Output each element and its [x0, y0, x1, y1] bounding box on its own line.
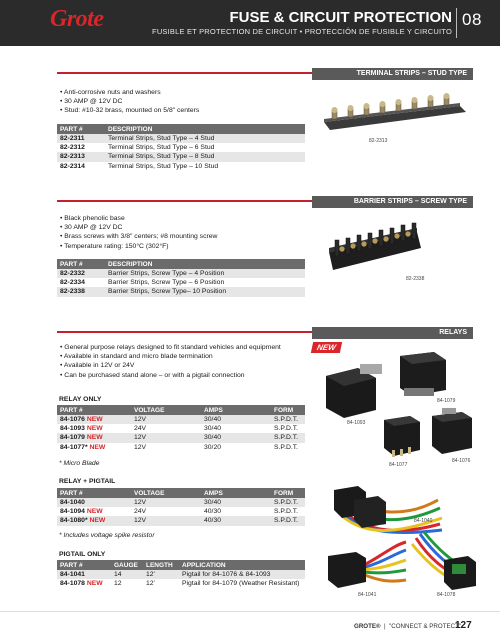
feature-item: • 30 AMP @ 12V DC — [60, 223, 217, 232]
table-header — [57, 488, 305, 498]
col-voltage: VOLTAGE — [131, 488, 201, 498]
description: Terminal Strips, Stud Type – 8 Stud — [105, 152, 305, 161]
pigtail-only-title: PIGTAIL ONLY — [59, 551, 106, 558]
voltage: 12V — [134, 443, 147, 451]
voltage: 24V — [134, 425, 147, 433]
relay-only-table — [57, 405, 305, 452]
relays-section-heading: RELAYS — [312, 327, 473, 339]
pigtail-84-1078-image — [410, 530, 478, 592]
col-form: FORM — [271, 405, 305, 415]
col-description: DESCRIPTION — [105, 124, 305, 134]
footer-brand: GROTE® | "CONNECT & PROTECT" — [354, 623, 462, 630]
col-application: APPLICATION — [179, 560, 305, 570]
caption-84-1076: 84-1076 — [452, 458, 471, 464]
feature-item: • 30 AMP @ 12V DC — [60, 97, 199, 106]
barrier-strip-image — [325, 218, 425, 276]
page-number: 127 — [455, 620, 472, 631]
barrier-image-caption: 82-2338 — [406, 276, 425, 282]
col-amps: AMPS — [201, 488, 271, 498]
caption-84-1093: 84-1093 — [347, 420, 366, 426]
col-form: FORM — [271, 488, 305, 498]
table-row — [57, 433, 305, 442]
part-number: 84-1080* NEW — [57, 516, 131, 525]
terminal-features — [60, 88, 199, 116]
part-number: 82-2332 — [57, 269, 105, 278]
table-header — [57, 560, 305, 570]
part-number: 84-1041 — [57, 570, 111, 579]
relay-84-1079-image — [390, 348, 450, 400]
barrier-features — [60, 214, 217, 251]
amps: 30/20 — [204, 443, 222, 451]
feature-item: • Anti-corrosive nuts and washers — [60, 88, 199, 97]
col-description: DESCRIPTION — [105, 259, 305, 269]
feature-item: • Temperature rating: 150°C (302°F) — [60, 242, 217, 251]
length: 12' — [143, 570, 179, 579]
new-badge: NEW — [311, 342, 342, 353]
feature-item: • Black phenolic base — [60, 214, 217, 223]
col-part: PART # — [57, 488, 131, 498]
table-row — [57, 415, 305, 424]
pigtail-84-1041-image — [322, 536, 408, 592]
part-number: 82-2314 — [60, 162, 85, 170]
table-row — [57, 507, 305, 516]
part-number: 82-2313 — [57, 152, 105, 161]
voltage: 24V — [134, 508, 147, 516]
barrier-section-heading: BARRIER STRIPS – SCREW TYPE — [312, 196, 473, 208]
voltage: 12V — [131, 516, 201, 525]
table-row — [57, 278, 305, 287]
description: Terminal Strips, Stud Type – 6 Stud — [108, 144, 215, 152]
feature-item: • Brass screws with 3/8" centers; #8 mounting screw — [60, 232, 217, 241]
table-row — [57, 424, 305, 433]
relay-84-1077-image — [378, 412, 424, 458]
terminal-image-caption: 82-2313 — [369, 138, 388, 144]
feature-item: • Stud: #10-32 brass, mounted on 5/8" centers — [60, 106, 199, 115]
relay-pigtail-note: * Includes voltage spike resistor — [59, 532, 155, 539]
footer-divider — [0, 611, 500, 612]
terminal-strip-image — [320, 92, 470, 140]
terminal-parts-table — [57, 124, 305, 171]
form: S.P.D.T. — [271, 415, 305, 424]
col-voltage: VOLTAGE — [131, 405, 201, 415]
col-part: PART # — [57, 124, 105, 134]
part-number: 84-1078 NEW — [60, 580, 103, 588]
table-header — [57, 259, 305, 269]
relay-84-1076-image — [424, 408, 476, 458]
feature-item: • Available in standard and micro blade termination — [60, 352, 281, 361]
amps: 30/40 — [204, 425, 222, 433]
description: Terminal Strips, Stud Type – 10 Stud — [108, 162, 219, 170]
feature-item: • General purpose relays designed to fit standard vehicles and equipment — [60, 343, 281, 352]
feature-item: • Can be purchased stand alone – or with a pigtail connection — [60, 371, 281, 380]
form: S.P.D.T. — [271, 516, 305, 525]
part-number: 84-1093 NEW — [60, 425, 103, 433]
amps: 40/30 — [201, 516, 271, 525]
barrier-parts-table — [57, 259, 305, 297]
col-part: PART # — [57, 259, 105, 269]
form: S.P.D.T. — [274, 425, 299, 433]
col-part: PART # — [57, 560, 111, 570]
page-subtitle: FUSIBLE ET PROTECTION DE CIRCUIT • PROTECCIÓN DE FUSIBLE Y CIRCUITO — [152, 27, 452, 36]
gauge: 12 — [114, 580, 122, 588]
section-number: 08 — [462, 10, 482, 29]
part-number: 84-1076 NEW — [57, 415, 131, 424]
caption-84-1077: 84-1077 — [389, 462, 408, 468]
voltage: 12V — [131, 415, 201, 424]
voltage: 12V — [131, 498, 201, 507]
table-row — [57, 443, 305, 452]
table-header — [57, 405, 305, 415]
part-number: 84-1094 NEW — [60, 508, 103, 516]
form: S.P.D.T. — [274, 508, 299, 516]
form: S.P.D.T. — [274, 443, 299, 451]
description: Terminal Strips, Stud Type – 4 Stud — [105, 134, 305, 143]
description: Barrier Strips, Screw Type – 4 Position — [105, 269, 305, 278]
table-row — [57, 269, 305, 278]
table-row — [57, 498, 305, 507]
relay-pigtail-title: RELAY + PIGTAIL — [59, 478, 116, 485]
terminal-section-heading: TERMINAL STRIPS – STUD TYPE — [312, 68, 473, 80]
part-number: 84-1040 — [57, 498, 131, 507]
table-row — [57, 579, 305, 588]
header-divider — [456, 8, 457, 38]
amps: 30/40 — [201, 433, 271, 442]
relays-features — [60, 343, 281, 380]
grote-logo: Grote — [50, 6, 104, 32]
pigtail-only-table — [57, 560, 305, 588]
page-title: FUSE & CIRCUIT PROTECTION — [229, 9, 452, 26]
voltage: 12V — [131, 433, 201, 442]
amps: 30/40 — [201, 498, 271, 507]
part-number: 82-2311 — [57, 134, 105, 143]
relay-pigtail-table — [57, 488, 305, 526]
form: S.P.D.T. — [271, 498, 305, 507]
part-number: 82-2312 — [60, 144, 85, 152]
feature-item: • Available in 12V or 24V — [60, 361, 281, 370]
caption-84-1040: 84-1040 — [414, 518, 433, 524]
table-row — [57, 134, 305, 143]
table-row — [57, 162, 305, 171]
application: Pigtail for 84-1079 (Weather Resistant) — [182, 580, 300, 588]
table-row — [57, 143, 305, 152]
col-length: LENGTH — [143, 560, 179, 570]
amps: 40/30 — [204, 508, 222, 516]
part-number: 84-1077* NEW — [60, 443, 106, 451]
form: S.P.D.T. — [271, 433, 305, 442]
table-row — [57, 152, 305, 161]
description: Barrier Strips, Screw Type – 6 Position — [108, 279, 225, 287]
col-amps: AMPS — [201, 405, 271, 415]
gauge: 14 — [111, 570, 143, 579]
table-row — [57, 570, 305, 579]
col-part: PART # — [57, 405, 131, 415]
table-row — [57, 287, 305, 296]
relay-only-title: RELAY ONLY — [59, 396, 102, 403]
caption-84-1041: 84-1041 — [358, 592, 377, 598]
length: 12' — [146, 580, 155, 588]
application: Pigtail for 84-1076 & 84-1093 — [179, 570, 305, 579]
part-number: 82-2338 — [57, 287, 105, 296]
caption-84-1079: 84-1079 — [437, 398, 456, 404]
part-number: 82-2334 — [60, 279, 85, 287]
description: Barrier Strips, Screw Type– 10 Position — [105, 287, 305, 296]
table-row — [57, 516, 305, 525]
col-gauge: GAUGE — [111, 560, 143, 570]
table-header — [57, 124, 305, 134]
part-number: 84-1079 NEW — [57, 433, 131, 442]
caption-84-1078: 84-1078 — [437, 592, 456, 598]
relay-only-note: * Micro Blade — [59, 460, 100, 467]
amps: 30/40 — [201, 415, 271, 424]
